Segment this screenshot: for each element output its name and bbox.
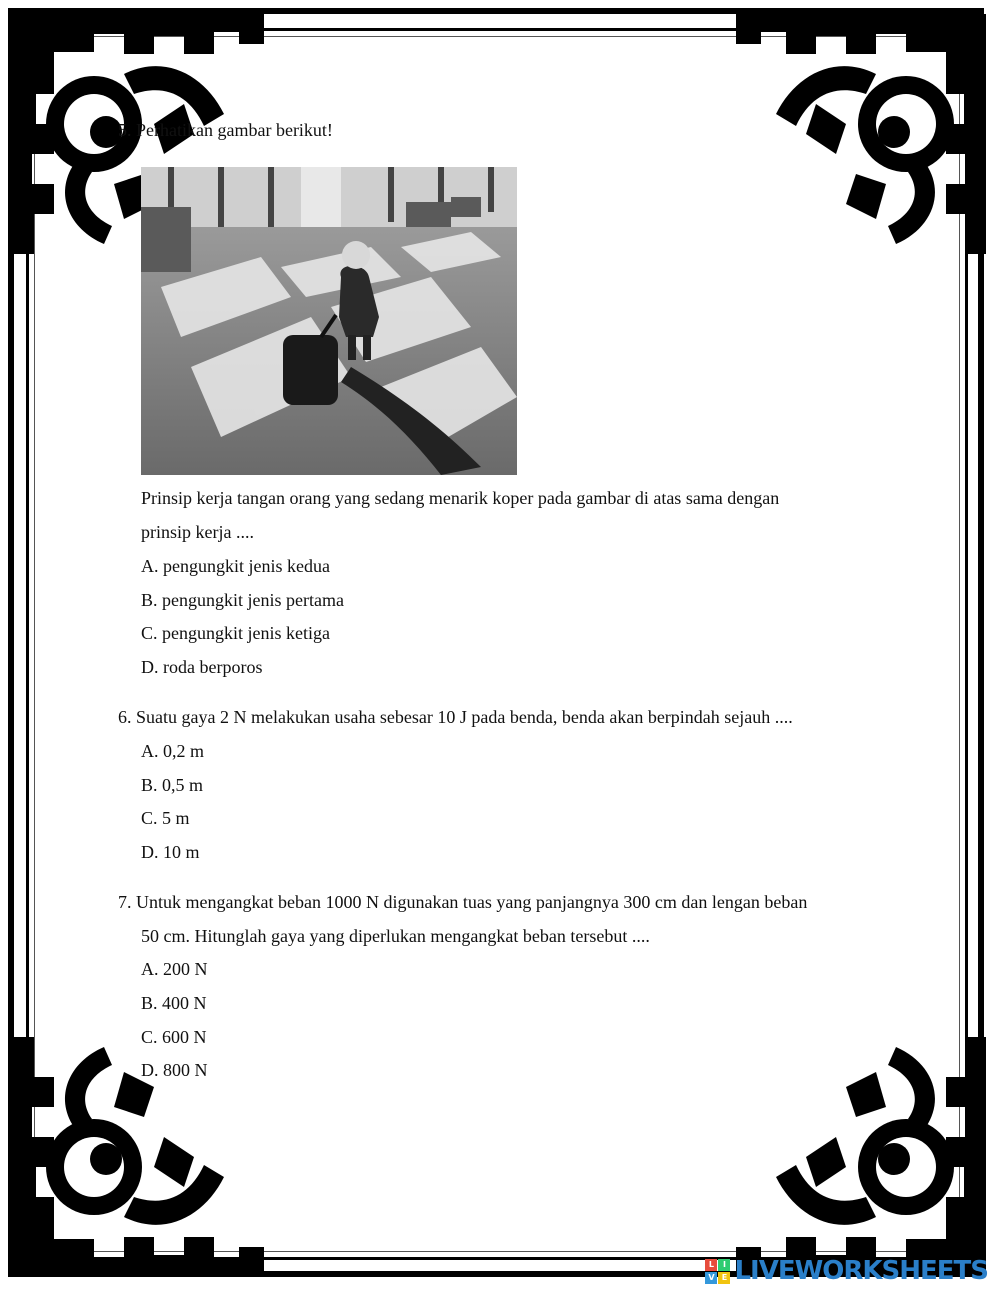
- q5-option-d[interactable]: D. roda berporos: [141, 657, 263, 677]
- q6-option-c[interactable]: C. 5 m: [141, 808, 190, 828]
- q6-option-d[interactable]: D. 10 m: [141, 842, 200, 862]
- q7-stem-line-2: 50 cm. Hitunglah gaya yang diperlukan mengangkat beban tersebut ....: [141, 926, 650, 946]
- logo-block-v: V: [705, 1272, 717, 1284]
- photo-illustration: [141, 167, 517, 475]
- q5-option-b[interactable]: B. pengungkit jenis pertama: [141, 590, 344, 610]
- q7-stem-line-1: 7. Untuk mengangkat beban 1000 N digunakan tuas yang panjangnya 300 cm dan lengan beban: [118, 892, 808, 912]
- logo-block-i: I: [718, 1259, 730, 1271]
- q7-option-a[interactable]: A. 200 N: [141, 959, 208, 979]
- q7-option-c[interactable]: C. 600 N: [141, 1027, 207, 1047]
- logo-block-l: L: [705, 1259, 717, 1271]
- q6-option-a[interactable]: A. 0,2 m: [141, 741, 204, 761]
- q6-stem: 6. Suatu gaya 2 N melakukan usaha sebesar 10 J pada benda, benda akan berpindah sejauh ....: [118, 707, 793, 727]
- q5-stem-line-1: Prinsip kerja tangan orang yang sedang menarik koper pada gambar di atas sama dengan: [141, 488, 780, 508]
- q5-photo-child-pulling-suitcase: [141, 167, 517, 475]
- liveworksheets-logo: [705, 1257, 988, 1285]
- q5-stem-line-2: prinsip kerja ....: [141, 522, 254, 542]
- logo-block-e: E: [718, 1272, 730, 1284]
- q7-option-b[interactable]: B. 400 N: [141, 993, 207, 1013]
- logo-text: LIVEWORKSHEETS: [734, 1256, 988, 1286]
- q6-option-b[interactable]: B. 0,5 m: [141, 775, 204, 795]
- q5-option-a[interactable]: A. pengungkit jenis kedua: [141, 556, 330, 576]
- logo-blocks-icon: [705, 1259, 730, 1284]
- q7-option-d[interactable]: D. 800 N: [141, 1060, 208, 1080]
- q5-prompt: 5. Perhatikan gambar berikut!: [118, 120, 333, 140]
- q5-option-c[interactable]: C. pengungkit jenis ketiga: [141, 623, 330, 643]
